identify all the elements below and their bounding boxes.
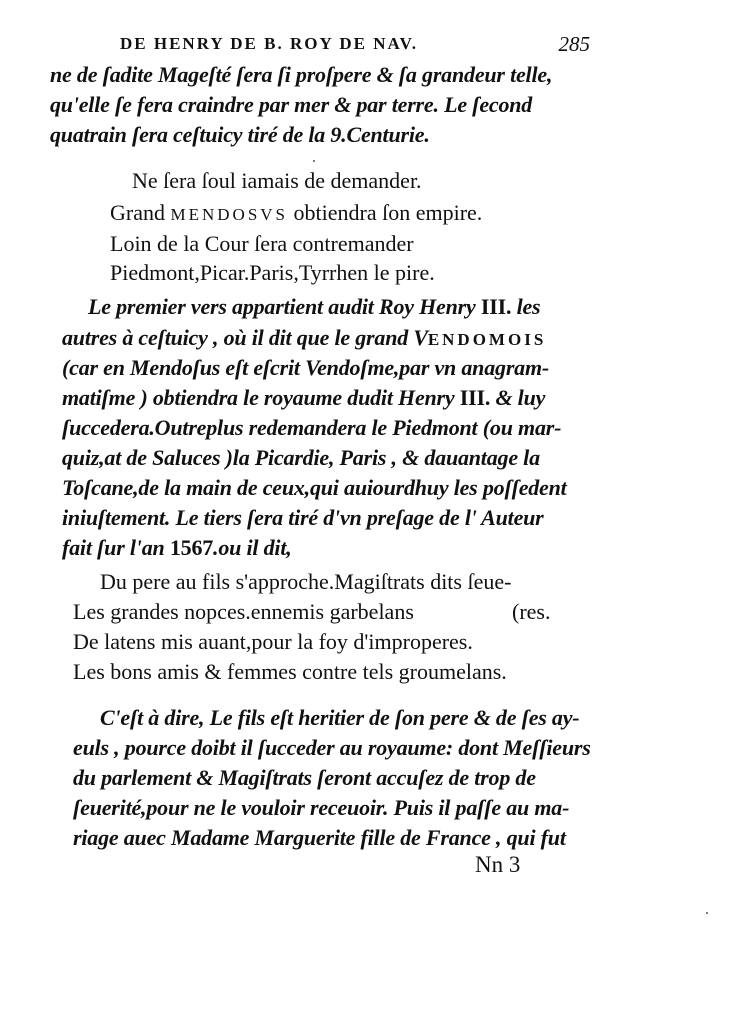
p2-l4-numeral: III. (459, 385, 491, 410)
paragraph-1-line-2: qu'elle ſe fera craindre par mer & par terre. Le ſecond (50, 92, 533, 117)
paragraph-3-line-2: euls , pource doibt il ſucceder au royaume: dont Meſſieurs (73, 735, 591, 760)
paragraph-3-line-1: C'eſt à dire, Le fils eſt heritier de ſon pere & de ſes ay- (100, 705, 580, 730)
page-number: 285 (558, 32, 590, 56)
mendosus-smallcaps: MENDOSVS (170, 205, 289, 224)
p2-l9-year: 1567 (169, 535, 214, 560)
quatrain-2-line-4: Les bons amis & femmes contre tels groumelans. (73, 659, 507, 684)
quatrain-2-line-3: De latens mis auant,pour la foy d'improperes. (73, 629, 473, 654)
paragraph-2-line-4 (62, 387, 545, 409)
paragraph-2-line-1 (88, 296, 540, 318)
scan-speck (313, 160, 315, 162)
paragraph-1-line-3: quatrain ſera ceſtuicy tiré de la 9.Centurie. (50, 122, 430, 147)
quatrain-1-line-1: Ne ſera ſoul iamais de demander. (132, 168, 422, 193)
paragraph-2-line-8: iniuſtement. Le tiers ſera tiré d'vn preſage de l' Auteur (62, 505, 544, 530)
scan-speck (706, 912, 708, 914)
p2-l9-start: fait ſur l'an (62, 535, 170, 560)
p2-l1-start: Le premier vers appartient audit Roy Henry (88, 294, 481, 319)
quatrain-2-turnover: (res. (512, 599, 551, 624)
quatrain-1-line-2-start: Grand (110, 200, 171, 225)
paragraph-2-line-6: quiz,at de Saluces )la Picardie, Paris , & dauantage la (62, 445, 540, 470)
quatrain-2-line-2: Les grandes nopces.ennemis garbelans (73, 599, 414, 624)
paragraph-2-line-5: ſuccedera.Outreplus redemandera le Piedmont (ou mar- (62, 415, 562, 440)
paragraph-3-line-3: du parlement & Magiſtrats ſeront accuſez de trop de (73, 765, 536, 790)
quatrain-1-line-4: Piedmont,Picar.Paris,Tyrrhen le pire. (110, 260, 435, 285)
p2-l4-start: matiſme ) obtiendra le royaume dudit Henry (62, 385, 460, 410)
quatrain-1-line-2 (110, 202, 482, 224)
p2-l1-numeral: III. (480, 294, 512, 319)
paragraph-3-line-5: riage auec Madame Marguerite fille de France , qui fut (73, 825, 566, 850)
signature-mark: Nn 3 (475, 852, 521, 877)
quatrain-2-line-1: Du pere au fils s'approche.Magiſtrats dits ſeue- (100, 569, 512, 594)
p2-l2-start: autres à ceſtuicy , où il dit que le grand V (62, 325, 428, 350)
page-header (120, 32, 590, 58)
paragraph-2-line-2 (62, 327, 546, 349)
p2-l9-end: .ou il dit, (213, 535, 292, 560)
running-head: DE HENRY DE B. ROY DE NAV. (120, 34, 418, 53)
vendomois-smallcaps: ENDOMOIS (427, 330, 547, 349)
quatrain-1-line-3: Loin de la Cour ſera contremander (110, 231, 414, 256)
paragraph-2-line-9 (62, 537, 292, 559)
quatrain-1-line-2-end: obtiendra ſon empire. (288, 200, 483, 225)
p2-l4-end: & luy (490, 385, 546, 410)
paragraph-2-line-7: Toſcane,de la main de ceux,qui auiourdhuy les poſſedent (62, 475, 567, 500)
paragraph-3-line-4: ſeuerité,pour ne le vouloir receuoir. Puis il paſſe au ma- (73, 795, 570, 820)
paragraph-2-line-3: (car en Mendoſus eſt eſcrit Vendoſme,par vn anagram- (62, 355, 550, 380)
p2-l1-end: les (511, 294, 541, 319)
paragraph-1-line-1: ne de ſadite Mageſté ſera ſi proſpere & ſa grandeur telle, (50, 62, 553, 87)
